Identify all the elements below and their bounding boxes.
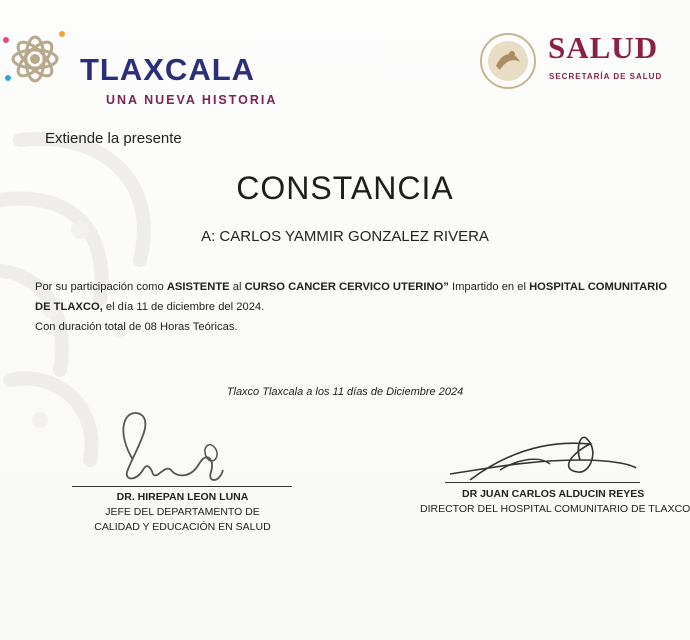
course-name: CURSO CANCER CERVICO UTERINO” (244, 281, 449, 293)
left-signature-scribble (95, 400, 295, 492)
recipient-name: A: CARLOS YAMMIR GONZALEZ RIVERA (201, 228, 489, 245)
tlaxcala-flower-logo-icon (2, 26, 68, 92)
body-text-part: al (229, 281, 245, 293)
left-signer-role (70, 505, 295, 535)
right-signature-scribble (440, 430, 640, 490)
left-signature-line (72, 486, 292, 487)
body-text-part: Impartido en el (448, 281, 530, 293)
certificate-heading: CONSTANCIA (236, 170, 454, 206)
right-signer-role: DIRECTOR DEL HOSPITAL COMUNITARIO DE TLAXCO (420, 503, 690, 515)
left-signer-name: DR. HIREPAN LEON LUNA (116, 491, 249, 503)
right-signature-line (445, 482, 640, 483)
venue-name: HOSPITAL COMUNITARIO DE TLAXCO, (35, 281, 668, 313)
tlaxcala-subtitle: UNA NUEVA HISTORIA (106, 93, 278, 107)
certificate-body (35, 277, 675, 337)
mexico-seal-icon (478, 32, 538, 90)
left-signer-role-line1: JEFE DEL DEPARTAMENTO DE (105, 506, 260, 518)
date-line-text: Tlaxco Tlaxcala a los 11 días de Diciembre 2024 (226, 386, 464, 398)
intro-text: Extiende la presente (45, 130, 182, 147)
date-line (0, 386, 690, 398)
participant-role: ASISTENTE (166, 281, 230, 293)
body-text-part: Por su participación como (35, 281, 167, 293)
tlaxcala-header (0, 20, 310, 107)
salud-title: SALUD (548, 30, 659, 65)
duration-text: Con duración total de 08 Horas Teóricas. (35, 321, 238, 333)
salud-subtitle: SECRETARÍA DE SALUD (549, 72, 663, 81)
tlaxcala-title: TLAXCALA (80, 52, 256, 87)
left-signer-role-line2: CALIDAD Y EDUCACIÓN EN SALUD (94, 521, 271, 533)
body-text-part: el día 11 de diciembre del 2024. (102, 301, 265, 313)
right-signer-name: DR JUAN CARLOS ALDUCIN REYES (462, 488, 645, 500)
